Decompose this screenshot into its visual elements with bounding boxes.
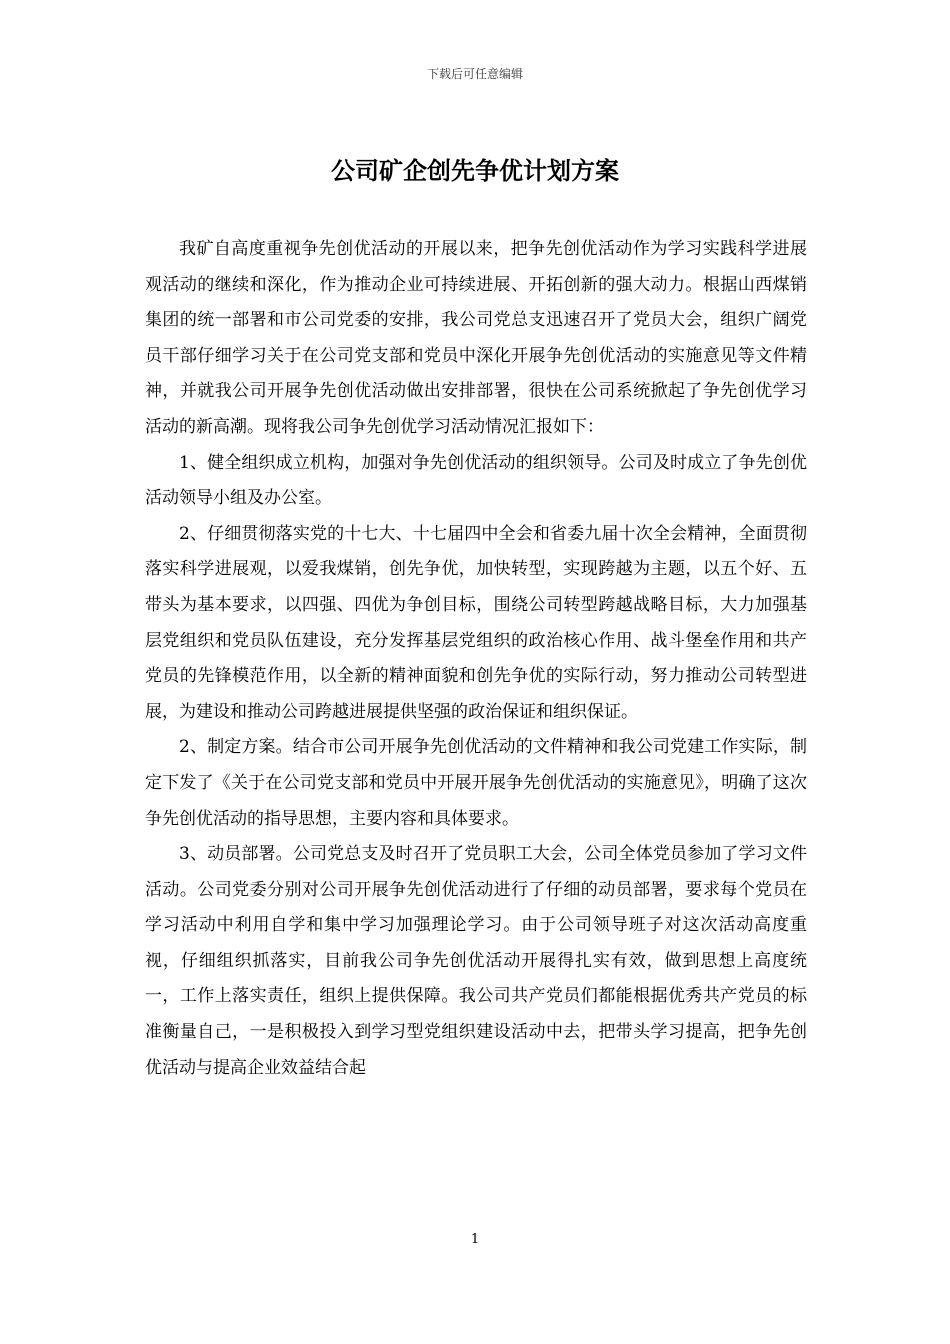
paragraph-intro: 我矿自高度重视争先创优活动的开展以来，把争先创优活动作为学习实践科学进展观活动的继续和深化，作为推动企业可持续进展、开拓创新的强大动力。根据山西煤销集团的统一部署和市公司党委的安排，我公司党总支迅速召开了党员大会，组织广阔党员干部仔细学习关于在公司党支部和党员中深化开展争先创优活动的实施意见等文件精神，并就我公司开展争先创优活动做出安排部署，很快在公司系统掀起了争先创优学习活动的新高潮。现将我公司争先创优学习活动情况汇报如下：	[145, 239, 807, 437]
document-title: 公司矿企创先争优计划方案	[331, 156, 619, 185]
page-number: 1	[470, 1232, 480, 1247]
document-body	[145, 232, 807, 1086]
paragraph-item-1: 1、健全组织成立机构，加强对争先创优活动的组织领导。公司及时成立了争先创优活动领导小组及办公室。	[145, 452, 807, 509]
paragraph-item-2b: 2、制定方案。结合市公司开展争先创优活动的文件精神和我公司党建工作实际，制定下发了《关于在公司党支部和党员中开展开展争先创优活动的实施意见》，明确了这次争先创优活动的指导思想，主要内容和具体要求。	[145, 737, 807, 829]
header-note: 下载后可任意编辑	[426, 67, 523, 81]
paragraph-item-2a: 2、仔细贯彻落实党的十七大、十七届四中全会和省委九届十次全会精神，全面贯彻落实科学进展观，以爱我煤销，创先争优，加快转型，实现跨越为主题，以五个好、五带头为基本要求，以四强、四优为争创目标，围绕公司转型跨越战略目标，大力加强基层党组织和党员队伍建设，充分发挥基层党组织的政治核心作用、战斗堡垒作用和共产党员的先锋模范作用，以全新的精神面貌和创先争优的实际行动，努力推动公司转型进展，为建设和推动公司跨越进展提供坚强的政治保证和组织保证。	[145, 523, 807, 722]
paragraph-item-3: 3、动员部署。公司党总支及时召开了党员职工大会，公司全体党员参加了学习文件活动。公司党委分别对公司开展争先创优活动进行了仔细的动员部署，要求每个党员在学习活动中利用自学和集中学习加强理论学习。由于公司领导班子对这次活动高度重视，仔细组织抓落实，目前我公司争先创优活动开展得扎实有效，做到思想上高度统一，工作上落实责任，组织上提供保障。我公司共产党员们都能根据优秀共产党员的标准衡量自己，一是积极投入到学习型党组织建设活动中去，把带头学习提高，把争先创优活动与提高企业效益结合起	[145, 844, 807, 1078]
